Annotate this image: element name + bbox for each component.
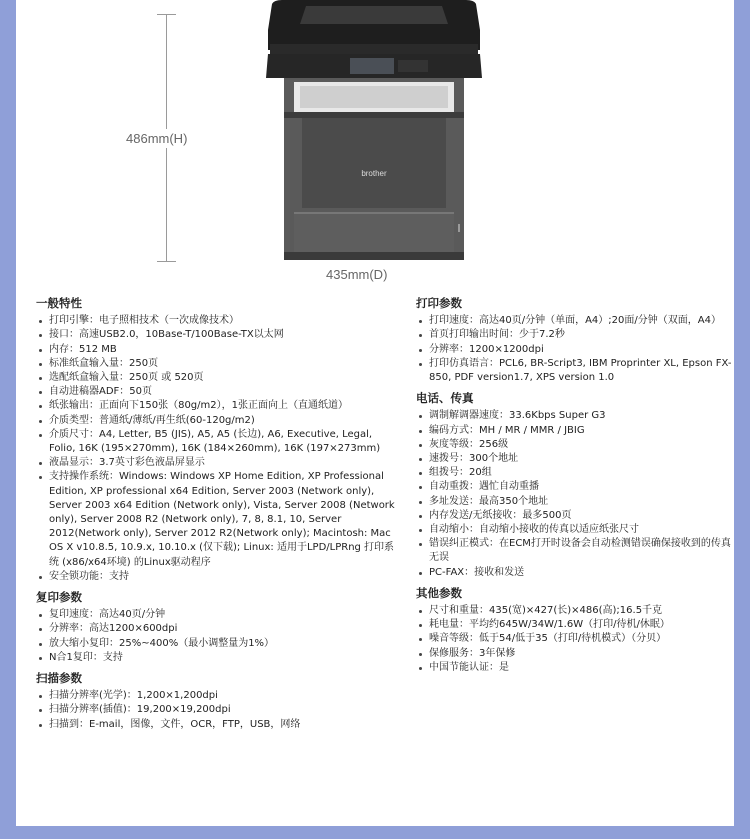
spec-item: N合1复印：支持 bbox=[36, 651, 401, 665]
printer-image bbox=[266, 0, 482, 260]
spec-item: 首页打印输出时间：少于7.2秒 bbox=[416, 328, 734, 342]
spec-item: 灰度等级：256级 bbox=[416, 438, 734, 452]
spec-item: PC-FAX：接收和发送 bbox=[416, 566, 734, 580]
spec-item: 多址发送：最高350个地址 bbox=[416, 495, 734, 509]
spec-list bbox=[36, 608, 401, 665]
spec-item: 自动重拨：遇忙自动重播 bbox=[416, 480, 734, 494]
spec-item: 分辨率：1200×1200dpi bbox=[416, 343, 734, 357]
spec-item: 打印速度：高达40页/分钟（单面，A4）;20面/分钟（双面，A4） bbox=[416, 314, 734, 328]
spec-item: 介质类型：普通纸/薄纸/再生纸(60-120g/m2) bbox=[36, 414, 401, 428]
section-title: 复印参数 bbox=[36, 590, 82, 605]
spec-item: 内存发送/无纸接收：最多500页 bbox=[416, 509, 734, 523]
spec-list bbox=[416, 409, 734, 579]
spec-item: 保修服务：3年保修 bbox=[416, 647, 734, 661]
spec-item: 内存：512 MB bbox=[36, 343, 401, 357]
spec-item: 选配纸盒输入量：250页 或 520页 bbox=[36, 371, 401, 385]
spec-item: 安全锁功能：支持 bbox=[36, 570, 401, 584]
spec-item: 打印仿真语言：PCL6, BR-Script3, IBM Proprinter XL, Epson FX-850, PDF version1.7, XPS version 1.0 bbox=[416, 357, 734, 385]
spec-item: 扫描分辨率(光学)：1,200×1,200dpi bbox=[36, 689, 401, 703]
spec-item: 速拨号：300个地址 bbox=[416, 452, 734, 466]
section-title: 一般特性 bbox=[36, 296, 82, 310]
spec-item: 中国节能认证：是 bbox=[416, 661, 734, 675]
spec-item: 放大缩小复印：25%~400%（最小调整量为1%） bbox=[36, 637, 401, 651]
height-label: 486mm(H) bbox=[126, 131, 188, 146]
spec-item: 接口：高速USB2.0，10Base-T/100Base-TX以太网 bbox=[36, 328, 401, 342]
spec-item: 液晶显示：3.7英寸彩色液晶屏显示 bbox=[36, 456, 401, 470]
spec-list bbox=[36, 314, 401, 584]
section-title: 打印参数 bbox=[416, 296, 462, 310]
spec-item: 支持操作系统：Windows: Windows XP Home Edition, XP Professional Edition, XP professional x64 Edition, Server 2003 (Network only), Server 2003 x64 Edition (Network only), Vista, Server 2008 (Network only), Server 2008 R2 (Network only), 7, 8, 8.1, 10, Server 2012(Network only), Server 2012 R2(Network only); Macintosh: Mac OS X v10.8.5, 10.9.x, 10.10.x (仅下载); Linux: 适用于LPD/LPRng 打印系统 (x86/x64环境) 的Linux驱动程序 bbox=[36, 470, 401, 569]
brand-logo: brother bbox=[361, 169, 387, 178]
spec-item: 噪音等级：低于54/低于35（打印/待机模式）（分贝） bbox=[416, 632, 734, 646]
depth-label: 435mm(D) bbox=[326, 267, 388, 282]
spec-item: 扫描到：E-mail，图像，文件，OCR，FTP，USB，网络 bbox=[36, 718, 401, 732]
spec-item: 介质尺寸：A4, Letter, B5 (JIS), A5, A5 (长边), A6, Executive, Legal, Folio, 16K (195×270mm), 16K (184×260mm), 16K (197×273mm) bbox=[36, 428, 401, 456]
spec-column-left bbox=[36, 296, 401, 734]
spec-item: 扫描分辨率(插值)：19,200×19,200dpi bbox=[36, 703, 401, 717]
spec-item: 纸张输出：正面向下150张（80g/m2），1张正面向上（直通纸道） bbox=[36, 399, 401, 413]
spec-item: 打印引擎：电子照相技术（一次成像技术） bbox=[36, 314, 401, 328]
spec-item: 分辨率：高达1200×600dpi bbox=[36, 622, 401, 636]
height-tick-bottom bbox=[157, 261, 176, 262]
spec-item: 编码方式：MH / MR / MMR / JBIG bbox=[416, 424, 734, 438]
spec-item: 标准纸盒输入量：250页 bbox=[36, 357, 401, 371]
spec-list bbox=[36, 689, 401, 732]
section-title: 其他参数 bbox=[416, 585, 462, 600]
spec-item: 调制解调器速度：33.6Kbps Super G3 bbox=[416, 409, 734, 423]
spec-item: 耗电量：平均约645W/34W/1.6W（打印/待机/休眠） bbox=[416, 618, 734, 632]
spec-page bbox=[16, 0, 734, 826]
spec-list bbox=[416, 314, 734, 385]
spec-list bbox=[416, 604, 734, 675]
spec-item: 自动缩小：自动缩小接收的传真以适应纸张尺寸 bbox=[416, 523, 734, 537]
spec-item: 自动进稿器ADF：50页 bbox=[36, 385, 401, 399]
section-title: 扫描参数 bbox=[36, 671, 82, 686]
spec-item: 错误纠正模式：在ECM打开时设备会自动检测错误确保接收到的传真无误 bbox=[416, 537, 734, 565]
spec-item: 尺寸和重量：435(宽)×427(长)×486(高);16.5千克 bbox=[416, 604, 734, 618]
section-title: 电话、传真 bbox=[416, 391, 474, 406]
spec-item: 复印速度：高达40页/分钟 bbox=[36, 608, 401, 622]
spec-item: 组拨号：20组 bbox=[416, 466, 734, 480]
spec-column-right bbox=[416, 296, 734, 677]
